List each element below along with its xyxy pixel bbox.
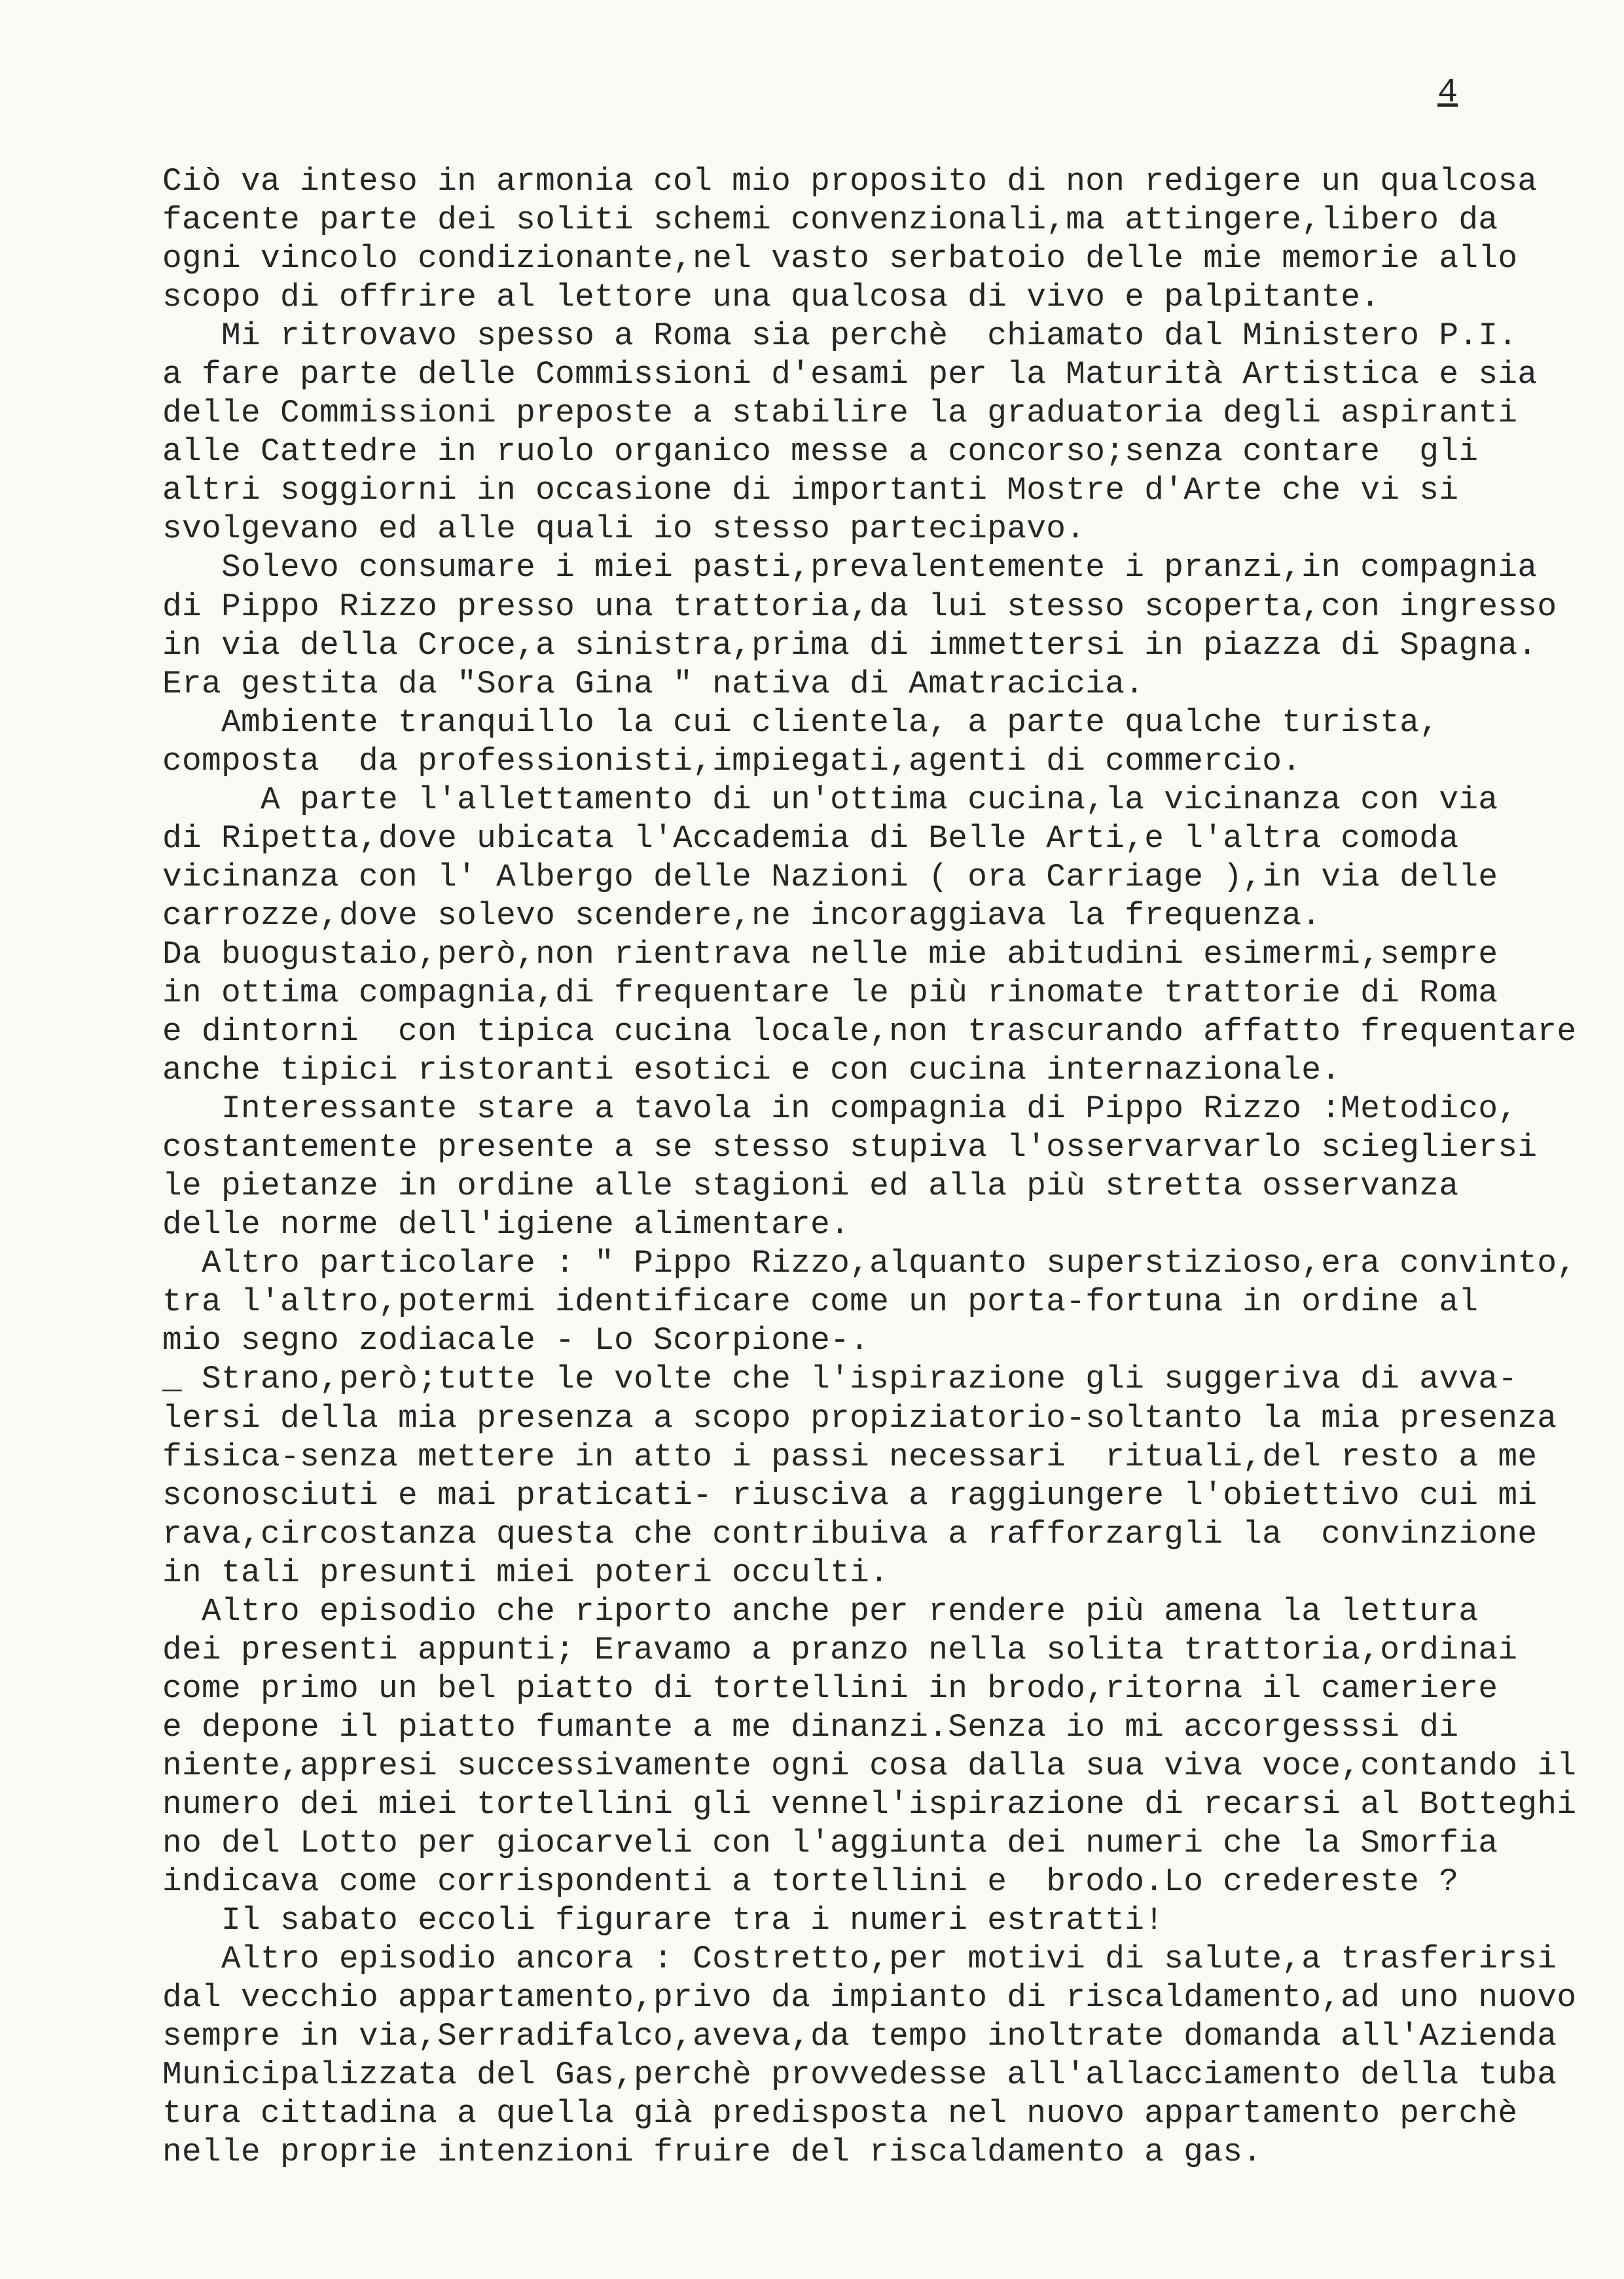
- text-line: in tali presunti miei poteri occulti.: [162, 1554, 890, 1591]
- text-line: niente,appresi successivamente ogni cosa dalla sua viva voce,contando il: [162, 1747, 1577, 1784]
- text-line: numero dei miei tortellini gli vennel'ispirazione di recarsi al Botteghi: [162, 1786, 1577, 1823]
- text-line: Ambiente tranquillo la cui clientela, a parte qualche turista,: [162, 704, 1439, 741]
- text-line: svolgevano ed alle quali io stesso partecipavo.: [162, 511, 1086, 548]
- text-line: come primo un bel piatto di tortellini in brodo,ritorna il cameriere: [162, 1670, 1498, 1707]
- text-line: di Ripetta,dove ubicata l'Accademia di Belle Arti,e l'altra comoda: [162, 819, 1459, 857]
- text-line: sempre in via,Serradifalco,aveva,da tempo inoltrate domanda all'Azienda: [162, 2018, 1557, 2055]
- text-line: mio segno zodiacale - Lo Scorpione-.: [162, 1322, 870, 1359]
- text-line: alle Cattedre in ruolo organico messe a concorso;senza contare gli: [162, 433, 1479, 471]
- page-number: 4: [1437, 73, 1458, 112]
- text-line: altri soggiorni in occasione di importanti Mostre d'Arte che vi si: [162, 472, 1459, 509]
- text-line: Altro particolare : " Pippo Rizzo,alquanto superstizioso,era convinto,: [162, 1245, 1577, 1282]
- text-line: indicava come corrispondenti a tortellini e brodo.Lo credereste ?: [162, 1863, 1459, 1901]
- text-line: fisica-senza mettere in atto i passi necessari rituali,del resto a me: [162, 1438, 1538, 1475]
- text-line: dal vecchio appartamento,privo da impianto di riscaldamento,ad uno nuovo: [162, 1979, 1577, 2017]
- text-line: anche tipici ristoranti esotici e con cucina internazionale.: [162, 1052, 1341, 1089]
- text-line: composta da professionisti,impiegati,agenti di commercio.: [162, 742, 1302, 780]
- text-line: delle Commissioni preposte a stabilire la graduatoria degli aspiranti: [162, 395, 1518, 432]
- text-line: facente parte dei soliti schemi convenzionali,ma attingere,libero da: [162, 202, 1498, 239]
- text-line: dei presenti appunti; Eravamo a pranzo nella solita trattoria,ordinai: [162, 1631, 1518, 1668]
- text-line: Da buogustaio,però,non rientrava nelle mie abitudini esimermi,sempre: [162, 935, 1498, 973]
- text-line: tura cittadina a quella già predisposta nel nuovo appartamento perchè: [162, 2095, 1518, 2132]
- text-line: tra l'altro,potermi identificare come un porta-fortuna in ordine al: [162, 1283, 1479, 1321]
- text-line: le pietanze in ordine alle stagioni ed alla più stretta osservanza: [162, 1168, 1459, 1205]
- text-line: no del Lotto per giocarveli con l'aggiunta dei numeri che la Smorfia: [162, 1825, 1498, 1862]
- text-line: carrozze,dove solevo scendere,ne incoraggiava la frequenza.: [162, 897, 1322, 934]
- text-line: in ottima compagnia,di frequentare le più rinomate trattorie di Roma: [162, 974, 1498, 1011]
- text-line: Interessante stare a tavola in compagnia di Pippo Rizzo :Metodico,: [162, 1090, 1518, 1128]
- text-line: delle norme dell'igiene alimentare.: [162, 1206, 850, 1244]
- text-line: Era gestita da "Sora Gina " nativa di Amatracicia.: [162, 665, 1145, 702]
- text-line: Municipalizzata del Gas,perchè provvedesse all'allacciamento della tuba: [162, 2056, 1557, 2094]
- text-line: A parte l'allettamento di un'ottima cucina,la vicinanza con via: [162, 781, 1498, 818]
- text-line: ogni vincolo condizionante,nel vasto serbatoio delle mie memorie allo: [162, 240, 1518, 278]
- text-line: sconosciuti e mai praticati- riusciva a raggiungere l'obiettivo cui mi: [162, 1477, 1538, 1514]
- text-line: e depone il piatto fumante a me dinanzi.Senza io mi accorgesssi di: [162, 1708, 1459, 1746]
- text-line: di Pippo Rizzo presso una trattoria,da lui stesso scoperta,con ingresso: [162, 588, 1557, 625]
- text-line: Ciò va inteso in armonia col mio proposito di non redigere un qualcosa: [162, 163, 1538, 200]
- text-line: e dintorni con tipica cucina locale,non trascurando affatto frequentare: [162, 1013, 1577, 1050]
- text-line: _ Strano,però;tutte le volte che l'ispirazione gli suggeriva di avva-: [162, 1361, 1518, 1398]
- text-line: rava,circostanza questa che contribuiva a rafforzargli la convinzione: [162, 1515, 1538, 1552]
- text-line: Solevo consumare i miei pasti,prevalentemente i pranzi,in compagnia: [162, 549, 1538, 586]
- text-line: lersi della mia presenza a scopo propiziatorio-soltanto la mia presenza: [162, 1399, 1557, 1437]
- text-line: Mi ritrovavo spesso a Roma sia perchè chiamato dal Ministero P.I.: [162, 317, 1518, 355]
- text-line: costantemente presente a se stesso stupiva l'osservarvarlo sciegliersi: [162, 1129, 1538, 1166]
- text-line: Il sabato eccoli figurare tra i numeri estratti!: [162, 1902, 1164, 1939]
- text-line: a fare parte delle Commissioni d'esami per la Maturità Artistica e sia: [162, 356, 1538, 393]
- text-line: Altro episodio ancora : Costretto,per motivi di salute,a trasferirsi: [162, 1941, 1557, 1978]
- text-line: Altro episodio che riporto anche per rendere più amena la lettura: [162, 1592, 1479, 1630]
- text-line: nelle proprie intenzioni fruire del riscaldamento a gas.: [162, 2134, 1263, 2171]
- text-line: in via della Croce,a sinistra,prima di immettersi in piazza di Spagna.: [162, 626, 1538, 664]
- text-line: scopo di offrire al lettore una qualcosa di vivo e palpitante.: [162, 279, 1380, 316]
- typewritten-body-text: [162, 162, 1576, 2172]
- text-line: vicinanza con l' Albergo delle Nazioni ( ora Carriage ),in via delle: [162, 858, 1498, 895]
